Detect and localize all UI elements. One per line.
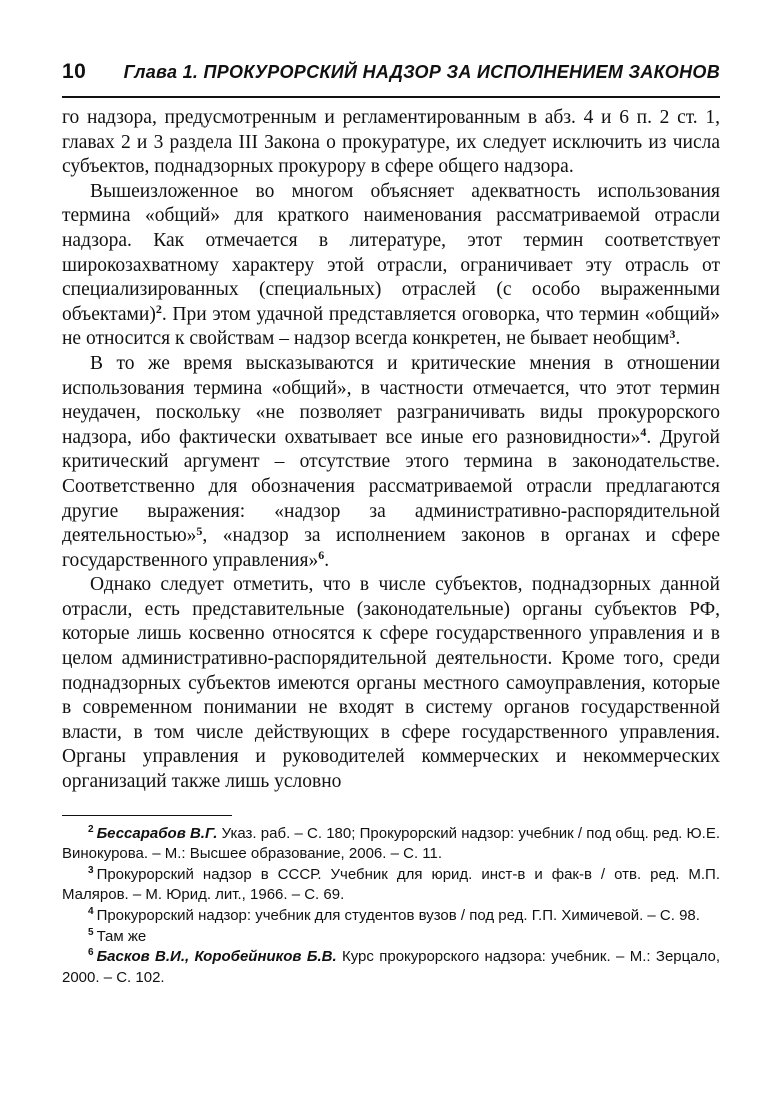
paragraph-4 bbox=[62, 573, 720, 794]
footnote-text: Там же bbox=[96, 927, 147, 945]
main-text bbox=[62, 106, 720, 795]
footnote-text: Указ. раб. – С. 180; Прокурорский надзор: учебник / под общ. ред. Ю.Е. Винокурова. – М.: Высшее образование, 2006. – С. 11. bbox=[62, 824, 720, 863]
footnote-author: Бессарабов В.Г. bbox=[96, 824, 218, 842]
footnote-item bbox=[62, 947, 720, 988]
paragraph-1 bbox=[62, 106, 720, 180]
book-page bbox=[62, 60, 720, 988]
footnote-number: 4 bbox=[88, 906, 94, 917]
footnote-item bbox=[62, 865, 720, 906]
paragraph-4-text: Однако следует отметить, что в числе субъектов, поднадзорных данной отрасли, есть представительные (законодательные) органы субъектов РФ, которые лишь косвенно относятся к сфере государственного управления и в целом административно-распорядительной деятельности. Кроме того, среди поднадзорных субъектов имеются органы местного самоуправления, которые в современном понимании не входят в систему органов государственной власти, в том числе действующих в сфере государственного управления. Органы управления и руководителей коммерческих и некоммерческих организаций также лишь условно bbox=[62, 574, 720, 793]
footnote-text: Прокурорский надзор в СССР. Учебник для юрид. инст-в и фак-в / отв. ред. М.П. Маляров. – М. Юрид. лит., 1966. – С. 69. bbox=[62, 865, 720, 904]
page-header bbox=[62, 60, 720, 94]
paragraph-3-text-d: . bbox=[324, 549, 330, 571]
footnote-text: Прокурорский надзор: учебник для студентов вузов / под ред. Г.П. Химичевой. – С. 98. bbox=[96, 907, 700, 924]
footnote-text: Курс прокурорского надзора: учебник. – М.: Зерцало, 2000. – С. 102. bbox=[62, 948, 720, 986]
paragraph-2 bbox=[62, 180, 720, 352]
footnote-number: 5 bbox=[88, 926, 94, 938]
paragraph-3-text-c: , «надзор за исполнением законов в органах и сфере государственного управления» bbox=[62, 525, 720, 571]
paragraph-3-text-b: . Другой критический аргумент – отсутствие этого термина в законодательстве. Соответственно для обозначения рассматриваемой отрасли предлагаются другие выражения: «надзор за административно-распорядительной деятельностью» bbox=[62, 426, 720, 547]
page-number: 10 bbox=[62, 60, 87, 83]
footnote-number: 6 bbox=[88, 947, 94, 959]
paragraph-2-text-a: Вышеизложенное во многом объясняет адекватность использования термина «общий» для краткого наименования рассматриваемой отрасли надзора. Как отмечается в литературе, этот термин соответствует широкозахватному характеру этой отрасли, ограничивает эту отрасль от специализированных (специальных) отраслей (с особо выраженными объектами) bbox=[62, 180, 720, 325]
footnotes bbox=[62, 824, 720, 989]
footnote-item bbox=[62, 927, 720, 948]
paragraph-2-text-c: . bbox=[675, 328, 681, 350]
footnote-ref-2[interactable]: 2 bbox=[155, 302, 162, 317]
paragraph-3-text-a: В то же время высказываются и критические мнения в отношении использования термина «общий», в частности отмечается, что этот термин неудачен, поскольку «не позволяет разграничивать виды прокурорского надзора, ибо фактически охватывает все иные его разновидности» bbox=[62, 352, 720, 448]
footnote-ref-4[interactable]: 4 bbox=[640, 425, 647, 440]
footnote-ref-6[interactable]: 6 bbox=[318, 548, 325, 563]
running-head: Глава 1. ПРОКУРОРСКИЙ НАДЗОР ЗА ИСПОЛНЕНИЕМ ЗАКОНОВ bbox=[123, 62, 720, 82]
paragraph-2-text-b: . При этом удачной представляется оговорка, что термин «общий» не относится к свойствам – надзор всегда конкретен, не бывает необщим bbox=[62, 303, 720, 350]
footnote-item bbox=[62, 906, 720, 927]
footnote-ref-3[interactable]: 3 bbox=[669, 326, 676, 341]
paragraph-1-text: го надзора, предусмотренным и регламентированным в абз. 4 и 6 п. 2 ст. 1, главах 2 и 3 раздела III Закона о прокуратуре, их следует исключить из числа субъектов, поднадзорных прокурору в сфере общего надзора. bbox=[62, 107, 720, 178]
paragraph-3 bbox=[62, 352, 720, 573]
header-rule bbox=[62, 96, 720, 98]
footnote-ref-5[interactable]: 5 bbox=[196, 523, 203, 538]
footnote-separator bbox=[62, 815, 232, 816]
footnote-author: Басков В.И., Коробейников Б.В. bbox=[96, 948, 337, 966]
footnote-number: 2 bbox=[88, 823, 94, 835]
footnote-item bbox=[62, 824, 720, 865]
footnote-number: 3 bbox=[88, 864, 94, 876]
